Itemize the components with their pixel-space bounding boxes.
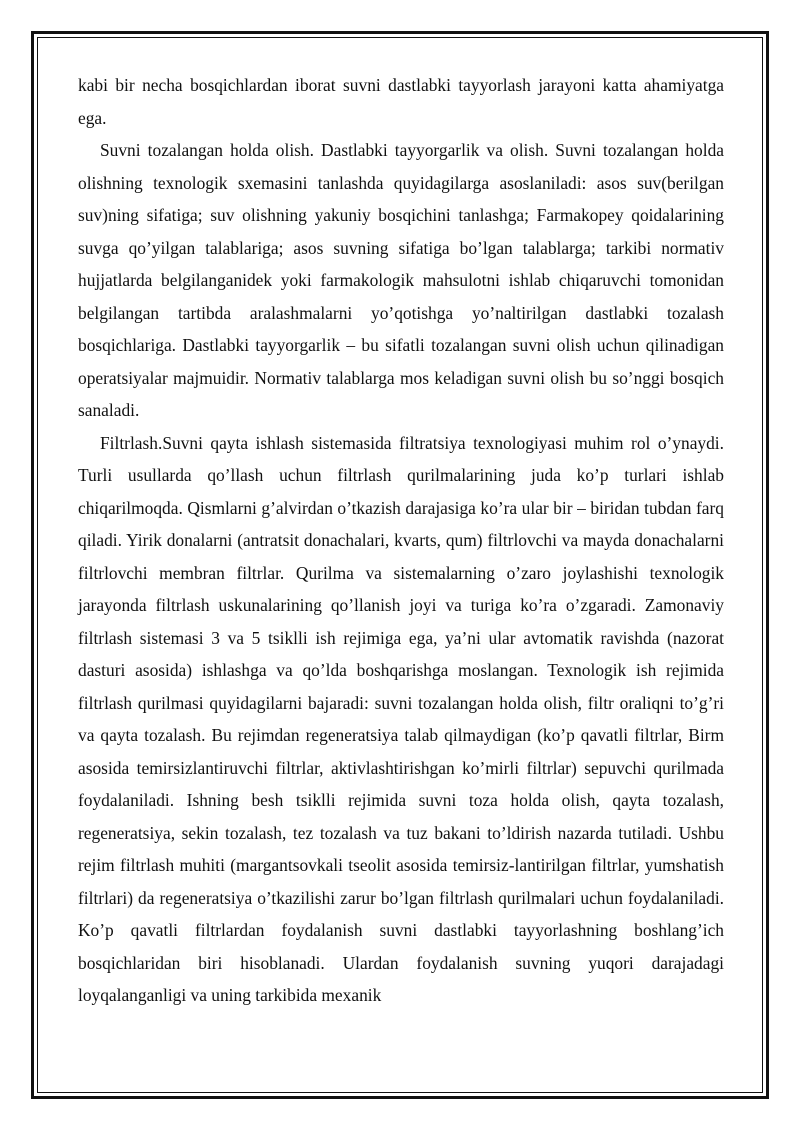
- paragraph-filtration: Filtrlash.Suvni qayta ishlash sistemasida filtratsiya texnologiyasi muhim rol o’ynaydi. Turli usullarda qo’llash uchun filtrlash qurilmalarining juda ko’p turlari ishlab chiqarilmoqda. Qismlarni g’alvirdan o’tkazish darajasiga ko’ra ular bir – biridan tubdan farq qiladi. Yirik donalarni (antratsit donachalari, kvarts, qum) filtrlovchi va mayda donachalarni filtrlovchi membran filtrlar. Qurilma va sistemalarning o’zaro joylashishi texnologik jarayonda filtrlash uskunalarining qo’llanish joyi va turiga ko’ra o’zgaradi. Zamonaviy filtrlash sistemasi 3 va 5 tsiklli ish rejimiga ega, ya’ni ular avtomatik ravishda (nazorat dasturi asosida) ishlashga va qo’lda boshqarishga moslangan. Texnologik ish rejimida filtrlash qurilmasi quyidagilarni bajaradi: suvni tozalangan holda olish, filtr oraliqni to’g’ri va qayta tozalash. Bu rejimdan regeneratsiya talab qilmaydigan (ko’p qavatli filtrlar, Birm asosida temirsizlantiruvchi filtrlar, aktivlashtirishgan ko’mirli filtrlar) sepuvchi qurilmada foydalaniladi. Ishning besh tsiklli rejimida suvni toza holda olish, qayta tozalash, regeneratsiya, sekin tozalash, tez tozalash va tuz bakani to’ldirish nazarda tutiladi. Ushbu rejim filtrlash muhiti (margantsovkali tseolit asosida temirsiz-lantirilgan filtrlar, yumshatish filtrlari) da regeneratsiya o’tkazilishi zarur bo’lgan filtrlash qurilmalari uchun foydalaniladi. Ko’p qavatli filtrlardan foydalanish suvni dastlabki tayyorlashning boshlang’ich bosqichlaridan biri hisoblanadi. Ulardan foydalanish suvning yuqori darajadagi loyqalanganligi va uning tarkibida mexanik: [78, 432, 724, 1005]
- paragraph-clean-water: Suvni tozalangan holda olish. Dastlabki tayyorgarlik va olish. Suvni tozalangan holda olishning texnologik sxemasini tanlashda quyidagilarga asoslaniladi: asos suv(berilgan suv)ning sifatiga; suv olishning yakuniy bosqichini tanlashga; Farmakopey qoidalarining suvga qo’yilgan talablariga; asos suvning sifatiga bo’lgan talablarga; tarkibi normativ hujjatlarda belgilanganidek yoki farmakologik mahsulotni ishlab chiqaruvchi tomonidan belgilangan tartibda aralashmalarni yo’qotishga yo’naltirilgan dastlabki tozalash bosqichlariga. Dastlabki tayyorgarlik – bu sifatli tozalangan suvni olish uchun qilinadigan operatsiyalar majmuidir. Normativ talablarga mos keladigan suvni olish bu so’nggi bosqich sanaladi.: [78, 140, 724, 420]
- paragraph-continuation: kabi bir necha bosqichlardan iborat suvni dastlabki tayyorlash jarayoni katta ahamiyatga ega.: [78, 75, 724, 128]
- document-body: [78, 69, 724, 1012]
